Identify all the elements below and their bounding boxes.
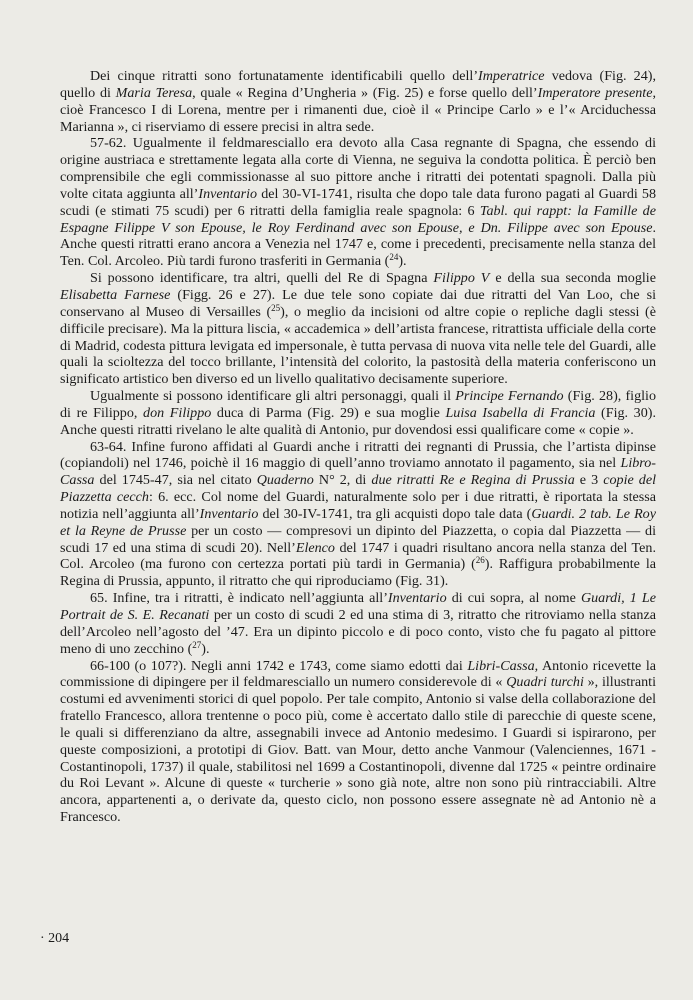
italic-text: Tabl. qui rappt: la Famille de Espagne Filippe V son Epouse, le Roy Ferdinand avec son Epouse, e Dn. Filippe avec son Epouse <box>60 202 656 236</box>
italic-text: Filippo V <box>433 270 490 287</box>
text-run: del 30-VI-1741, risulta che dopo tale data furono pagati al Guardi 58 scudi (e stimati 75 scudi) per 6 ritratti della famiglia reale spagnola: 6 <box>60 185 657 219</box>
italic-text: Inventario <box>198 185 258 202</box>
text-run: (Fig. 30). Anche questi ritratti rivelano le alte qualità di Antonio, pur dovendosi essi qualificare come « copie ». <box>60 404 656 438</box>
italic-text: Libri-Cassa <box>467 657 535 674</box>
text-run: ). <box>398 253 407 270</box>
footnote-ref: 26 <box>475 555 485 566</box>
text-run: Si possono identificare, tra altri, quelli del Re di Spagna <box>90 270 434 287</box>
paragraph <box>60 68 656 135</box>
text-run: , Antonio ricevette la commissione di dipingere per il feldmaresciallo un numero considerevole di « <box>60 657 656 691</box>
text-run: del 30-IV-1741, tra gli acquisti dopo tale data ( <box>258 505 532 522</box>
text-run: 63-64. Infine furono affidati al Guardi anche i ritratti dei regnanti di Prussia, che l’artista dipinse (copiandoli) nel 1746, poichè il 16 maggio di quell’anno troviamo annotato il pagamento, sia nel <box>60 438 656 472</box>
text-run: , cioè Francesco I di Lorena, mentre per i rimanenti due, cioè il « Principe Carlo » e l’« Arciduchessa Marianna », ci riserviamo di essere precisi in altra sede. <box>60 84 656 135</box>
italic-text: Quadri turchi <box>506 674 584 691</box>
italic-text: Libro-Cassa <box>60 455 656 489</box>
text-run: 66-100 (o 107?). Negli anni 1742 e 1743, come siamo edotti dai <box>90 657 468 674</box>
text-run: vedova (Fig. 24), quello di <box>60 68 656 101</box>
italic-text: Luisa Isabella di Francia <box>445 404 596 421</box>
paragraph <box>60 439 656 591</box>
italic-text: Imperatore presente <box>537 84 653 101</box>
text-run: del 1745-47, sia nel citato <box>94 472 257 489</box>
text-run: e 3 <box>574 472 604 489</box>
text-run: di cui sopra, al nome <box>446 590 581 607</box>
italic-text: Elisabetta Farnese <box>60 286 171 303</box>
text-run: Dei cinque ritratti sono fortunatamente identificabili quello dell’ <box>90 68 479 84</box>
paragraph <box>60 270 656 388</box>
italic-text: Inventario <box>387 590 447 607</box>
text-run: ), o meglio da incisioni od altre copie o repliche dagli stessi (è difficile precisare). Ma la pittura liscia, « accademica » dell’artista francese, ritrattista ufficiale della corte di Madrid, codesta pittura levigata ed impersonale, è tutta pervasa di nuova vita nelle tele del Guardi, alle quali la scioltezza del tocco brillante, l’intensità del colorito, la pastosità della materia conferiscono un significato artistico ben diverso ed un livello qualitativo decisamente superiore. <box>60 303 656 388</box>
text-run: duca di Parma (Fig. 29) e sua moglie <box>211 404 446 421</box>
italic-text: Principe Fernando <box>455 388 564 405</box>
text-run: : 6. ecc. Col nome del Guardi, naturalmente solo per i due ritratti, è riportata la stessa notizia nell’aggiunta all’ <box>60 489 656 522</box>
italic-text: Elenco <box>295 539 335 556</box>
paragraph <box>60 590 656 657</box>
paragraph <box>60 135 656 270</box>
italic-text: Quaderno <box>256 472 314 489</box>
italic-text: Guardi. 2 tab. Le Roy et la Reyne de Prusse <box>60 505 656 539</box>
footnote-ref: 25 <box>271 302 281 313</box>
footnote-ref: 27 <box>192 639 202 650</box>
italic-text: Guardi, 1 Le Portrait de S. E. Recanati <box>60 590 656 623</box>
text-run: (Figg. 26 e 27). Le due tele sono copiate dai due ritratti del Van Loo, che si conservano al Museo di Versailles ( <box>60 286 657 320</box>
text-run: », illustranti costumi ed avvenimenti storici di quel popolo. Per tale compito, Antonio si valse della collaborazione del fratello Francesco, allora trentenne o poco più, come è accertato dallo stile di parecchie di queste scene, le quali si differenziano da altre, assegnabili invece ad Antonio medesimo. I Guardi si ispirarono, per queste composizioni, a prototipi di Giov. Batt. van Mour, detto anche Vanmour (Valenciennes, 1671 - Costantinopoli, 1737) il quale, stabilitosi nel 1699 a Costantinopoli, divenne dal 1725 « peintre ordinaire du Roi Levant ». Alcune di queste « turcherie » sono già note, altre non sono più rintracciabili. Altre ancora, appartenenti a, o derivate da, questo ciclo, non possono essere assegnate nè ad Antonio nè a Francesco. <box>60 674 657 826</box>
footnote-ref: 24 <box>389 252 399 263</box>
text-run: 65. Infine, tra i ritratti, è indicato nell’aggiunta all’ <box>90 590 388 607</box>
text-run: 57-62. Ugualmente il feldmaresciallo era devoto alla Casa regnante di Spagna, che essendo di origine austriaca e strettamente legata alla corte di Vienna, ne seguiva la condotta politica. È perciò ben comprensibile che egli commissionasse al suo pittore anche i ritratti dei potentati spagnoli. Dalla più volte citata aggiunta all’ <box>60 135 656 202</box>
text-run: N° 2, di <box>313 472 372 489</box>
italic-text: Imperatrice <box>478 68 545 84</box>
text-run: Ugualmente si possono identificare gli altri personaggi, quali il <box>90 388 456 405</box>
italic-text: Inventario <box>199 505 259 522</box>
page-number: · 204 <box>40 931 70 946</box>
text-run: ). Raffigura probabilmente la Regina di Prussia, appunto, il ritratto che qui riproduciamo (Fig. 31). <box>60 556 656 590</box>
text-run: del 1747 i quadri risultano ancora nella stanza del Ten. Col. Arcoleo (ma furono con certezza portati più tardi in Germania) ( <box>60 539 656 573</box>
paragraph <box>60 388 656 439</box>
italic-text: due ritratti Re e Regina di Prussia <box>371 472 575 489</box>
text-run: (Fig. 28), figlio di re Filippo, <box>60 388 657 421</box>
paragraph <box>60 658 656 826</box>
text-run: per un costo — compresovi un dipinto del Piazzetta, o copia dal Piazzetta — di scudi 17 ed una stima di scudi 20). Nell’ <box>60 522 656 556</box>
text-run: e della sua seconda moglie <box>489 270 656 287</box>
text-run: ). <box>201 640 210 657</box>
italic-text: copie del Piazzetta cecch <box>60 472 657 506</box>
text-run: per un costo di scudi 2 ed una stima di 3, ritratto che ritroviamo nella stanza dell’Arcoleo nell’agosto del ’47. Era un dipinto piccolo e di poco conto, visto che fu pagato al pittore meno di uno zecchino ( <box>60 607 656 657</box>
italic-text: Maria Teresa <box>115 84 193 101</box>
italic-text: don Filippo <box>143 404 212 421</box>
text-run: . Anche questi ritratti erano ancora a Venezia nel 1747 e, come i precedenti, precisamente nella stanza del Ten. Col. Arcoleo. Più tardi furono trasferiti in Germania ( <box>60 219 656 270</box>
body-text <box>60 68 656 826</box>
text-run: , quale « Regina d’Ungheria » (Fig. 25) e forse quello dell’ <box>192 84 538 101</box>
